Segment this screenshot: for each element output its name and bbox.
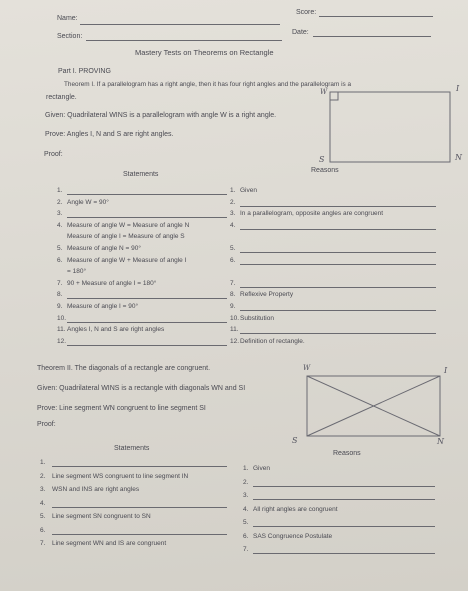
statement-number: 1. bbox=[57, 187, 63, 194]
statement-number: 10. bbox=[57, 314, 67, 322]
reason-blank[interactable] bbox=[253, 499, 435, 500]
proof1-label: Proof: bbox=[44, 151, 63, 158]
reason-number: 10. bbox=[230, 314, 240, 322]
given2: Given: Quadrilateral WINS is a rectangle with diagonals WN and SI bbox=[37, 385, 246, 392]
theorem2: Theorem II. The diagonals of a rectangle are congruent. bbox=[37, 365, 211, 372]
reason-text: Substitution bbox=[240, 314, 274, 322]
statement-text: Measure of angle W = Measure of angle N bbox=[67, 221, 190, 229]
statement-blank[interactable] bbox=[52, 507, 227, 508]
date-label: Date: bbox=[292, 29, 309, 36]
reason-number: 12. bbox=[230, 337, 240, 345]
statement-blank[interactable] bbox=[52, 466, 227, 467]
reason-number: 7. bbox=[230, 279, 236, 287]
statement-text: Line segment WN and IS are congruent bbox=[52, 540, 167, 547]
reason-number: 5. bbox=[230, 245, 236, 252]
given1: Given: Quadrilateral WINS is a parallelogram with angle W is a right angle. bbox=[45, 112, 277, 119]
reason-number: 1. bbox=[230, 187, 236, 194]
fig1-label-n: N bbox=[455, 153, 462, 162]
statement-number: 5. bbox=[40, 513, 46, 520]
reason-blank[interactable] bbox=[253, 486, 435, 487]
statement-number: 4. bbox=[57, 221, 63, 229]
reason-text: SAS Congruence Postulate bbox=[253, 532, 333, 540]
reason-text: Given bbox=[240, 187, 257, 194]
statement-text: Measure of angle W + Measure of angle I bbox=[67, 256, 187, 264]
statement-text: Measure of angle I = Measure of angle S bbox=[67, 233, 185, 241]
section-label: Section: bbox=[57, 33, 83, 40]
reason-number: 4. bbox=[243, 505, 249, 513]
reason-number: 11. bbox=[230, 326, 239, 334]
statement-text: Line segment WS congruent to line segment IN bbox=[52, 472, 189, 480]
reason-text: Given bbox=[253, 465, 270, 472]
statement-number: 5. bbox=[57, 245, 63, 252]
fig2-label-n: N bbox=[437, 437, 444, 446]
statement-number: 7. bbox=[40, 540, 46, 547]
statements1-header: Statements bbox=[123, 171, 159, 178]
statement-text: Measure of angle I = 90° bbox=[67, 303, 139, 310]
reason-number: 1. bbox=[243, 465, 249, 472]
reason-number: 9. bbox=[230, 303, 236, 310]
statement-number: 11. bbox=[57, 326, 66, 334]
fig1-label-w: W bbox=[320, 88, 328, 96]
statement-text: Angle W = 90° bbox=[67, 198, 109, 206]
statement-text: Line segment SN congruent to SN bbox=[52, 513, 151, 520]
statement-number: 3. bbox=[57, 210, 63, 218]
reason-number: 3. bbox=[230, 210, 236, 218]
fig2-label-s: S bbox=[292, 436, 298, 445]
reasons2-header: Reasons bbox=[333, 450, 361, 457]
page-title: Mastery Tests on Theorems on Rectangle bbox=[135, 48, 274, 57]
reason-number: 5. bbox=[243, 519, 249, 526]
fig1-label-i: I bbox=[456, 84, 460, 93]
statement-number: 2. bbox=[40, 472, 46, 480]
reason-number: 8. bbox=[230, 291, 236, 299]
reason-text: All right angles are congruent bbox=[253, 505, 338, 513]
reason-blank[interactable] bbox=[253, 553, 435, 554]
part1-heading: Part I. PROVING bbox=[58, 68, 111, 75]
prove2: Prove: Line segment WN congruent to line segment SI bbox=[37, 405, 206, 412]
statements2-header: Statements bbox=[114, 445, 150, 452]
proof2-label: Proof: bbox=[37, 421, 56, 428]
reason-number: 6. bbox=[243, 532, 249, 540]
statement-number: 3. bbox=[40, 486, 46, 493]
reason-number: 2. bbox=[230, 198, 236, 206]
theorem1-line2: rectangle. bbox=[46, 94, 77, 101]
score-label: Score: bbox=[296, 9, 317, 16]
statement-text: 90 + Measure of angle I = 180° bbox=[67, 279, 157, 287]
reason-blank[interactable] bbox=[253, 526, 435, 527]
reason-text: Definition of rectangle. bbox=[240, 337, 305, 345]
statement-number: 7. bbox=[57, 279, 63, 287]
statement-number: 6. bbox=[57, 256, 63, 264]
statement-number: 8. bbox=[57, 291, 63, 299]
fig2-label-w: W bbox=[303, 364, 311, 372]
statement-text: Angles I, N and S are right angles bbox=[67, 326, 165, 334]
statement-text: = 180° bbox=[67, 268, 87, 276]
reason-number: 4. bbox=[230, 221, 236, 229]
statement-text: Measure of angle N = 90° bbox=[67, 245, 141, 252]
fig1-label-s: S bbox=[319, 155, 325, 164]
statement-number: 12. bbox=[57, 337, 67, 345]
reasons1-header: Reasons bbox=[311, 167, 339, 174]
statement-number: 6. bbox=[40, 526, 46, 534]
reason-text: In a parallelogram, opposite angles are congruent bbox=[240, 210, 384, 218]
statement-number: 9. bbox=[57, 303, 63, 310]
name-label: Name: bbox=[57, 15, 78, 22]
statement-number: 1. bbox=[40, 459, 46, 466]
prove1: Prove: Angles I, N and S are right angles. bbox=[45, 131, 174, 138]
statement-number: 2. bbox=[57, 198, 63, 206]
statement-text: WSN and INS are right angles bbox=[52, 486, 140, 493]
reason-number: 3. bbox=[243, 492, 249, 499]
theorem1-line1: Theorem I. If a parallelogram has a right angle, then it has four right angles and the parallelogram is a bbox=[64, 81, 352, 88]
reason-number: 2. bbox=[243, 478, 249, 486]
statement-number: 4. bbox=[40, 499, 46, 507]
reason-number: 6. bbox=[230, 256, 236, 264]
statement-blank[interactable] bbox=[52, 534, 227, 535]
reason-number: 7. bbox=[243, 546, 249, 553]
reason-text: Reflexive Property bbox=[240, 291, 294, 299]
fig2-label-i: I bbox=[444, 366, 448, 375]
